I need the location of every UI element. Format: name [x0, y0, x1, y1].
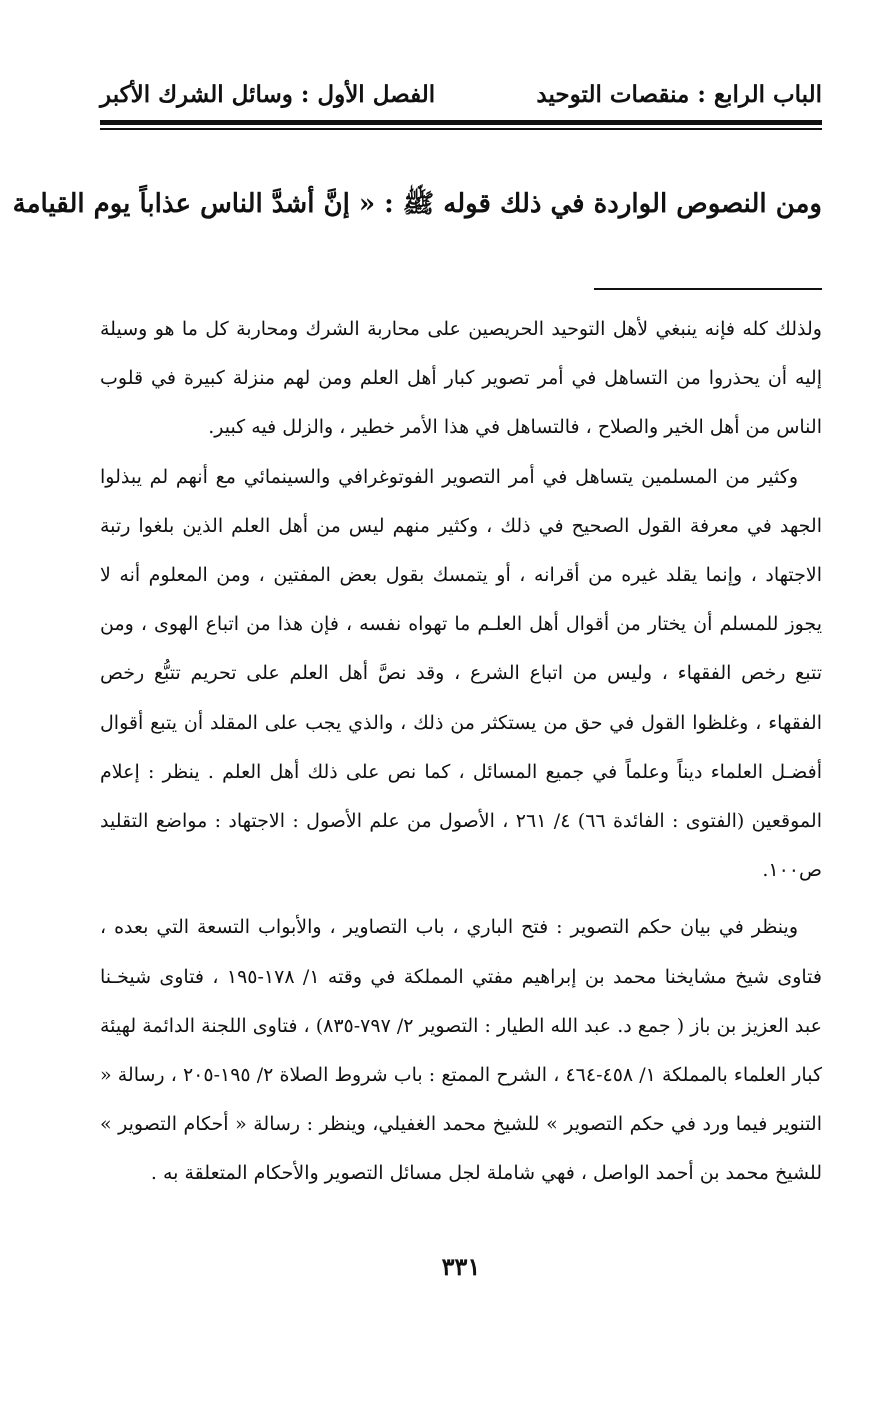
book-page — [12, 0, 822, 1402]
footnote-paragraph-2: وكثير من المسلمين يتساهل في أمر التصوير الفوتوغرافي والسينمائي مع أنهم لم يبذلوا الجهد في معرفة القول الصحيح في ذلك ، وكثير منهم ليس من أهل العلم الذين بلغوا رتبة الاجتهاد ، وإنما يقلد غيره من أقرانه ، أو يتمسك بقول بعض المفتين ، ومن المعلوم أنه لا يجوز للمسلم أن يختار من أقوال أهل العلـم ما تهواه نفسه ، فإن هذا من اتباع الهوى ، ومن تتبع رخص الفقهاء ، وليس من اتباع الشرع ، وقد نصَّ أهل العلم على تحريم تتبُّع رخص الفقهاء ، وغلظوا القول في حق من يستكثر من ذلك ، والذي يجب على المقلد أن يتبع أقوال أفضـل العلماء ديناً وعلماً في جميع المسائل ، كما نص على ذلك أهل العلم . ينظر : إعلام الموقعين (الفتوى : الفائدة ٦٦) ٤/ ٢٦١ ، الأصول من علم الأصول : الاجتهاد : مواضع التقليد ص١٠٠. — [100, 465, 822, 882]
footnotes-block — [100, 305, 822, 1199]
page-number: ٣٣١ — [441, 1252, 481, 1281]
header-rule-thick — [100, 120, 822, 125]
section-title: الفصل الأول : وسائل الشرك الأكبر — [100, 81, 436, 108]
header-rule-thin — [100, 128, 822, 130]
footnote-separator — [594, 288, 822, 290]
running-header — [100, 78, 822, 112]
footnote-paragraph-3: وينظر في بيان حكم التصوير : فتح الباري ، باب التصاوير ، والأبواب التسعة التي بعده ، فتاوى شيخ مشايخنا محمد بن إبراهيم مفتي المملكة في وقته ١/ ١٧٨-١٩٥ ، فتاوى شيخـنا عبد العزيز بن باز ( جمع د. عبد الله الطيار : التصوير ٢/ ٧٩٧-٨٣٥) ، فتاوى اللجنة الدائمة لهيئة كبار العلماء بالمملكة ١/ ٤٥٨-٤٦٤ ، الشرح الممتع : باب شروط الصلاة ٢/ ١٩٥-٢٠٥ ، رسالة « التنوير فيما ورد في حكم التصوير » للشيخ محمد الغفيلي، وينظر : رسالة « أحكام التصوير » للشيخ محمد بن أحمد الواصل ، فهي شاملة لجل مسائل التصوير والأحكام المتعلقة به . — [100, 916, 822, 1185]
chapter-title: الباب الرابع : منقصات التوحيد — [536, 81, 822, 108]
footnote-paragraph-1: ولذلك كله فإنه ينبغي لأهل التوحيد الحريصين على محاربة الشرك ومحاربة كل ما هو وسيلة إليه أن يحذروا من التساهل في أمر تصوير كبار أهل العلم ومن لهم منزلة كبيرة في قلوب الناس من أهل الخير والصلاح ، فالتساهل في هذا الأمر خطير ، والزلل فيه كبير. — [100, 318, 822, 439]
main-text-line: ومن النصوص الواردة في ذلك قوله ﷺ : « إنَّ أشدَّ الناس عذاباً يوم القيامة — [12, 189, 822, 219]
